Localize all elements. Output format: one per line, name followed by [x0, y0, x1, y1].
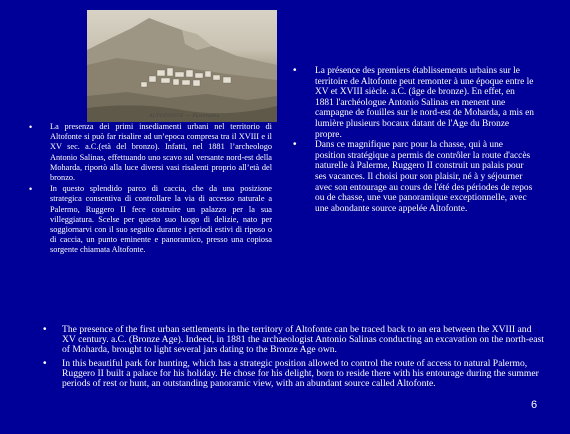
- italian-paragraph-2: • In questo splendido parco di caccia, che da una posizione strategica consentiva di controllare la via di accesso naturale a Palermo, Ruggero II fece costruire un palazzo per la sua villeggiatura. Scelse per questo suo luogo di delizie, nato per soggiornarvi con il suo seguito durante i periodi estivi di riposo o di caccia, un punto eminente e panoramico, presso una copiosa sorgente chiamata Altofonte.: [50, 184, 272, 255]
- english-text-list: [62, 325, 544, 392]
- landscape-photo: [87, 10, 277, 122]
- french-paragraph-2: • Dans ce magnifique parc pour la chasse, qui à une position stratégique a permis de contrôler la route d'accès naturelle à Palerme, Ruggero II construit un palais pour ses vacances. Il choisi pour son plaisir, né à y séjourner avec son entourage au cours de l'été des périodes de repos ou de chasse, une vue panoramique exceptionnelle, avec une abondante source appelée Altofonte.: [315, 140, 535, 214]
- page-number: 6: [531, 399, 538, 411]
- landscape-photo-drawing: [87, 10, 277, 122]
- english-paragraph-2: • In this beautiful park for hunting, which has a strategic position allowed to control the route of access to natural Palermo, Ruggero II built a palace for his holiday. He chose for his delight, born to reside there with his entourage during the summer periods of rest or hunt, an outstanding panoramic view, with an abundant source called Altofonte.: [62, 359, 544, 390]
- italian-paragraph-1: • La presenza dei primi insediamenti urbani nel territorio di Altofonte si può far risalire ad un’epoca compresa tra il XVIII e il XV sec. a.C.(età del bronzo). Infatti, nel 1881 l’archeologo Antonio Salinas, effettuando uno scavo sul versante nord-est della Moharda, riportò alla luce diversi vasi risalenti proprio all’età del bronzo.: [50, 122, 272, 183]
- photo-caption: ALTOFONTE — Panorama: [149, 113, 220, 119]
- french-paragraph-1: • La présence des premiers établissements urbains sur le territoire de Altofonte peut remonter à une époque entre le XV et XVIII siècle. a.C. (âge de bronze). En effet, en 1881 l'archéologue Antonio Salinas en menent une campagne de fouilles sur le nord-est de Moharda, a mis en lumière plusieurs bocaux datant de l'Age du Bronze propre.: [315, 66, 535, 140]
- french-text-list: [315, 66, 535, 214]
- english-paragraph-1: • The presence of the first urban settlements in the territory of Altofonte can be traced back to an era between the XVIII and XV century. a.C. (Bronze Age). Indeed, in 1881 the archaeologist Antonio Salinas conducting an excavation on the north-east of Moharda, brought to light several jars dating to the Bronze Age own.: [62, 325, 544, 356]
- italian-text-list: [50, 122, 272, 257]
